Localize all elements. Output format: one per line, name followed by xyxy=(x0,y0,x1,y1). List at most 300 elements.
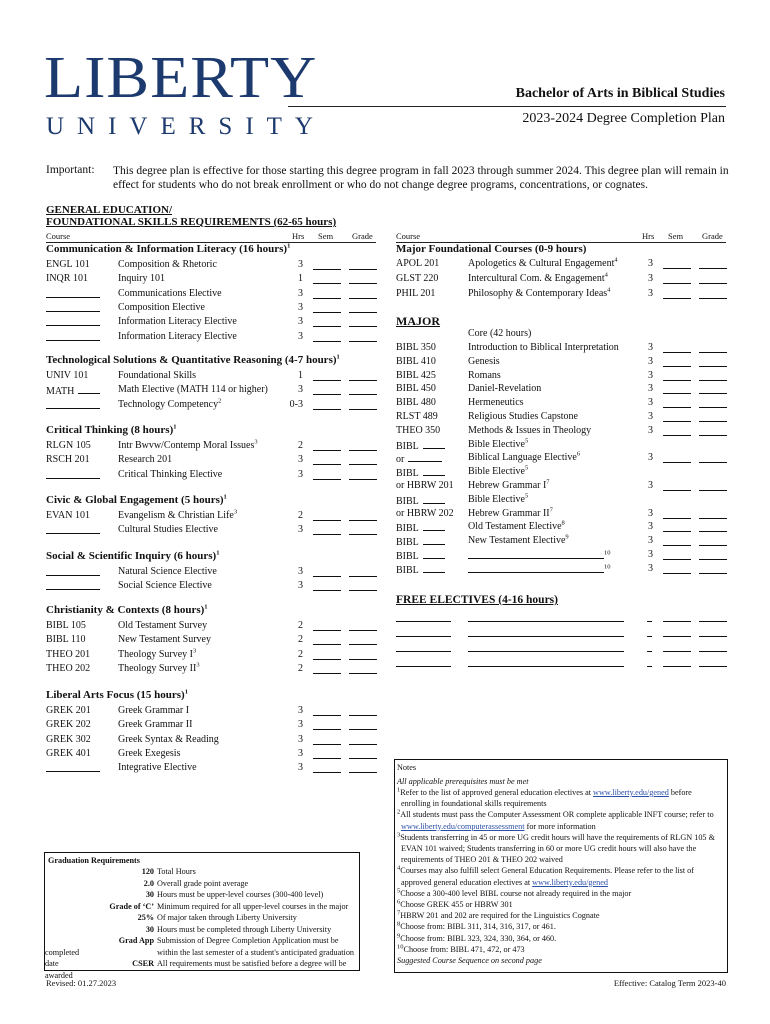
semester-blank[interactable] xyxy=(663,453,691,463)
free-elective-title-blank[interactable] xyxy=(468,627,624,637)
semester-blank[interactable] xyxy=(313,441,341,451)
grade-blank[interactable] xyxy=(349,289,377,299)
course-code: or xyxy=(396,452,442,465)
course-title: Greek Grammar I xyxy=(118,705,190,716)
course-hours: 3 xyxy=(648,397,653,409)
course-code: BIBL xyxy=(396,466,445,479)
course-hours: 3 xyxy=(298,719,303,731)
course-title: Biblical Language Elective$^6$ xyxy=(468,451,581,464)
course-code xyxy=(46,331,100,344)
note-item: $^8$Choose from: BIBL 311, 314, 316, 317, or 461. xyxy=(397,920,556,932)
free-elective-hours-blank[interactable] xyxy=(647,627,652,637)
course-title: Natural Science Elective xyxy=(118,566,217,577)
semester-blank[interactable] xyxy=(663,657,691,667)
course-code: BIBL xyxy=(396,521,445,534)
course-hours: 3 xyxy=(648,535,653,547)
effective-term: Effective: Catalog Term 2023-40 xyxy=(613,978,726,988)
course-code: PHIL 201 xyxy=(396,288,436,299)
free-elective-course-blank[interactable] xyxy=(396,657,451,667)
semester-blank[interactable] xyxy=(313,720,341,730)
grad-req-item xyxy=(45,901,359,913)
course-hours: 3 xyxy=(648,507,653,519)
course-code-blank[interactable] xyxy=(46,469,100,479)
course-title: New Testament Survey xyxy=(118,634,211,646)
grade-blank[interactable] xyxy=(349,735,377,745)
footnote-number: 6 xyxy=(397,898,401,906)
footnote-ref: 4 xyxy=(604,271,608,279)
course-title: New Testament Elective$^9$ xyxy=(468,533,569,547)
notes-box xyxy=(394,759,728,973)
gen-ed-title-2: FOUNDATIONAL SKILLS REQUIREMENTS (62-65 hours) xyxy=(46,216,337,228)
grad-req-item xyxy=(45,878,359,890)
course-title: Greek Exegesis xyxy=(118,747,181,759)
semester-blank[interactable] xyxy=(313,400,341,410)
semester-blank[interactable] xyxy=(663,481,691,491)
logo-wordmark: LIBERTY xyxy=(44,44,318,110)
grade-blank[interactable] xyxy=(699,343,727,353)
course-code: BIBL 105 xyxy=(46,620,86,631)
grad-req-item xyxy=(45,889,359,901)
grade-blank[interactable] xyxy=(349,567,377,577)
grade-blank[interactable] xyxy=(699,550,727,560)
grade-blank[interactable] xyxy=(699,289,727,299)
free-elective-hours-blank[interactable] xyxy=(647,642,652,652)
course-code: BIBL 450 xyxy=(396,383,436,395)
semester-blank[interactable] xyxy=(663,522,691,532)
grade-blank[interactable] xyxy=(349,441,377,451)
semester-blank[interactable] xyxy=(663,398,691,408)
grade-blank[interactable] xyxy=(699,274,727,284)
grad-req-text: All requirements must be satisfied before a degree will be awarded xyxy=(45,959,347,980)
course-code: or HBRW 202 xyxy=(396,507,454,519)
semester-blank[interactable] xyxy=(313,371,341,381)
grade-blank[interactable] xyxy=(349,470,377,480)
grad-req-title: Graduation Requirements xyxy=(48,856,140,865)
course-hours: 1 xyxy=(298,273,303,285)
grade-blank[interactable] xyxy=(349,581,377,591)
course-hours: 3 xyxy=(648,369,653,381)
plan-title: 2023-2024 Degree Completion Plan xyxy=(522,111,725,126)
grade-blank[interactable] xyxy=(349,455,377,465)
course-hours: 2 xyxy=(298,648,303,660)
grade-blank[interactable] xyxy=(699,384,727,394)
semester-blank[interactable] xyxy=(663,259,691,269)
grade-blank[interactable] xyxy=(699,412,727,422)
semester-blank[interactable] xyxy=(663,371,691,381)
semester-blank[interactable] xyxy=(663,289,691,299)
course-hours: 3 xyxy=(648,258,653,269)
course-code: GREK 201 xyxy=(46,705,91,716)
course-code-blank[interactable] xyxy=(46,762,100,772)
footnote-ref: 10 xyxy=(604,549,611,557)
core-label: Core (42 hours) xyxy=(468,328,532,339)
grade-blank[interactable] xyxy=(699,627,727,637)
footnote-number: 3 xyxy=(397,831,401,839)
footnote-number: 4 xyxy=(397,864,401,872)
grade-blank[interactable] xyxy=(349,749,377,759)
grade-blank[interactable] xyxy=(699,357,727,367)
course-title: Information Literacy Elective xyxy=(118,316,237,328)
footnote-ref: 5 xyxy=(524,464,529,472)
semester-blank[interactable] xyxy=(663,564,691,574)
semester-blank[interactable] xyxy=(663,426,691,436)
grad-req-text: Of major taken through Liberty University xyxy=(157,913,297,922)
gen-ed-title-1: GENERAL EDUCATION/ xyxy=(46,204,173,216)
course-hours: 3 xyxy=(648,383,653,395)
important-label: Important: xyxy=(46,164,95,176)
course-title: Intr Bwvw/Contemp Moral Issues$^3$ xyxy=(118,438,258,451)
course-title: Intercultural Com. & Engagement$^4$ xyxy=(468,271,608,284)
footnote-ref: 1 xyxy=(216,549,220,557)
footnote-ref: 1 xyxy=(173,423,177,431)
semester-blank[interactable] xyxy=(313,260,341,270)
course-code xyxy=(46,762,100,775)
col-course: Course xyxy=(46,231,71,241)
course-title: Bible Elective$^5$ xyxy=(468,464,529,478)
semester-blank[interactable] xyxy=(663,509,691,519)
semester-blank[interactable] xyxy=(663,550,691,560)
course-code: RLST 489 xyxy=(396,411,438,422)
semester-blank[interactable] xyxy=(663,343,691,353)
elective-title-blank[interactable] xyxy=(468,549,604,559)
course-code xyxy=(46,469,100,482)
course-code: THEO 202 xyxy=(46,662,91,674)
course-code: BIBL 110 xyxy=(46,634,86,646)
grad-req-text: Hours must be completed through Liberty University xyxy=(157,924,332,934)
course-title: Hebrew Grammar $II^7$ xyxy=(468,506,553,519)
graduation-requirements-box xyxy=(44,852,360,980)
semester-blank[interactable] xyxy=(663,612,691,622)
course-code: RLGN 105 xyxy=(46,440,91,451)
course-hours: 3 xyxy=(648,521,653,533)
free-elective-course-blank[interactable] xyxy=(396,627,451,637)
grad-req-value: 120 xyxy=(141,867,154,876)
footnote-number: 5 xyxy=(397,887,401,895)
course-hours: 3 xyxy=(648,355,653,367)
course-hours: 3 xyxy=(648,549,653,560)
course-title: Research 201 xyxy=(118,454,173,466)
course-number-blank[interactable] xyxy=(423,494,445,504)
course-hours: 3 xyxy=(298,566,303,577)
course-title: Foundational Skills xyxy=(118,370,197,381)
grade-blank[interactable] xyxy=(699,564,727,574)
semester-blank[interactable] xyxy=(313,470,341,480)
program-title: Bachelor of Arts in Biblical Studies xyxy=(515,86,725,101)
footnote-ref: 3 xyxy=(233,508,238,516)
grade-blank[interactable] xyxy=(699,453,727,463)
footnote-ref: 3 xyxy=(254,438,258,446)
footnote-ref: 5 xyxy=(524,437,529,445)
course-number-blank[interactable] xyxy=(423,563,445,573)
grade-blank[interactable] xyxy=(349,303,377,313)
mfc-title: Major Foundational Courses (0-9 hours) xyxy=(396,243,587,255)
course-code xyxy=(46,288,100,301)
group-title: Communication & Information Literacy (16 hours)$^1$ xyxy=(46,242,291,255)
course-title: Integrative Elective xyxy=(118,762,197,774)
grade-blank[interactable] xyxy=(349,635,377,645)
semester-blank[interactable] xyxy=(313,621,341,631)
course-title: Philosophy & Contemporary Ideas$^4$ xyxy=(468,286,611,299)
semester-blank[interactable] xyxy=(313,581,341,591)
course-hours: 2 xyxy=(298,662,303,674)
grade-blank[interactable] xyxy=(699,642,727,652)
course-code: INQR 101 xyxy=(46,273,88,285)
grad-req-value: 30 xyxy=(145,890,154,899)
course-number-blank[interactable] xyxy=(423,521,445,531)
semester-blank[interactable] xyxy=(313,289,341,299)
course-hours: 3 xyxy=(298,524,303,536)
note-item: $^2$All students must pass the Computer Assessment OR complete applicable INFT course; refer to www.liberty.edu/computerassessment for more information xyxy=(397,808,714,831)
semester-blank[interactable] xyxy=(663,357,691,367)
grade-blank[interactable] xyxy=(699,259,727,269)
course-title: Old Testament Elective$^8$ xyxy=(468,520,565,533)
footnote-ref: 9 xyxy=(565,533,569,541)
semester-blank[interactable] xyxy=(313,664,341,674)
course-code: THEO 350 xyxy=(396,424,441,436)
grade-blank[interactable] xyxy=(349,650,377,660)
grade-blank[interactable] xyxy=(349,621,377,631)
course-code-blank[interactable] xyxy=(46,524,100,534)
course-code: ENGL 101 xyxy=(46,259,90,270)
semester-blank[interactable] xyxy=(313,650,341,660)
grade-blank[interactable] xyxy=(349,706,377,716)
grade-blank[interactable] xyxy=(699,426,727,436)
footnote-ref: 7 xyxy=(546,478,550,486)
grad-req-text: Submission of Degree Completion Application must be completed xyxy=(45,936,339,957)
course-title: Daniel-Revelation xyxy=(468,383,542,395)
course-title: Hermeneutics xyxy=(468,397,524,409)
footnote-ref: 1 xyxy=(184,688,188,696)
grade-blank[interactable] xyxy=(699,657,727,667)
semester-blank[interactable] xyxy=(313,385,341,395)
grad-req-value: Grade of ‘C’ xyxy=(109,901,154,911)
note-item: $^1$Refer to the list of approved general education electives at www.liberty.edu/gened before enrolling in foundational skills requirements xyxy=(397,786,692,809)
course-number-blank[interactable] xyxy=(423,535,445,545)
grad-req-item xyxy=(45,912,359,924)
footnote-ref: 6 xyxy=(576,451,581,459)
semester-blank[interactable] xyxy=(663,384,691,394)
course-hours: 3 xyxy=(298,384,303,396)
semester-blank[interactable] xyxy=(313,317,341,327)
course-code-blank[interactable] xyxy=(46,566,100,576)
free-elective-title-blank[interactable] xyxy=(468,612,624,622)
course-hours: 3 xyxy=(298,316,303,328)
course-code-blank[interactable] xyxy=(46,316,100,326)
semester-blank[interactable] xyxy=(313,511,341,521)
col-hrs-right: Hrs xyxy=(642,231,655,241)
course-code: UNIV 101 xyxy=(46,370,89,381)
course-code-blank[interactable] xyxy=(46,580,100,590)
semester-blank[interactable] xyxy=(313,735,341,745)
free-elective-hours-blank[interactable] xyxy=(647,657,652,667)
course-hours: 3 xyxy=(298,733,303,745)
course-title: Romans xyxy=(468,369,501,381)
notes-list xyxy=(397,787,717,966)
semester-blank[interactable] xyxy=(313,763,341,773)
note-link[interactable]: www.liberty.edu/computerassessment xyxy=(401,821,525,831)
group-title: Liberal Arts Focus (15 hours)$^1$ xyxy=(46,688,188,701)
grade-blank[interactable] xyxy=(349,260,377,270)
footnote-number: 10 xyxy=(397,943,404,951)
semester-blank[interactable] xyxy=(663,412,691,422)
footnote-ref: 4 xyxy=(607,286,611,294)
grade-blank[interactable] xyxy=(349,332,377,342)
course-number-blank[interactable] xyxy=(423,439,445,449)
grade-blank[interactable] xyxy=(349,317,377,327)
free-elective-title-blank[interactable] xyxy=(468,657,624,667)
grade-blank[interactable] xyxy=(699,612,727,622)
course-title: Apologetics & Cultural Engagement$^4$ xyxy=(468,256,618,269)
semester-blank[interactable] xyxy=(313,303,341,313)
semester-blank[interactable] xyxy=(313,525,341,535)
course-title xyxy=(468,549,611,562)
grade-blank[interactable] xyxy=(349,763,377,773)
grade-blank[interactable] xyxy=(699,481,727,491)
course-title: Critical Thinking Elective xyxy=(118,468,223,480)
grad-req-text: Total Hours xyxy=(157,867,196,876)
course-hours: 3 xyxy=(298,747,303,759)
course-code xyxy=(46,524,100,537)
note-link[interactable]: www.liberty.edu/gened xyxy=(593,788,669,797)
semester-blank[interactable] xyxy=(663,536,691,546)
grade-blank[interactable] xyxy=(699,371,727,381)
grade-blank[interactable] xyxy=(349,371,377,381)
notes-outro: Suggested Course Sequence on second page xyxy=(397,956,542,966)
course-hours: 3 xyxy=(298,330,303,342)
free-elective-title-blank[interactable] xyxy=(468,642,624,652)
course-code-blank[interactable] xyxy=(46,288,100,298)
free-elective-hours-blank[interactable] xyxy=(647,612,652,622)
course-number-blank[interactable] xyxy=(423,549,445,559)
free-elective-course-blank[interactable] xyxy=(396,642,451,652)
semester-blank[interactable] xyxy=(663,274,691,284)
grade-blank[interactable] xyxy=(349,525,377,535)
course-hours: 2 xyxy=(298,510,303,521)
grad-req-value: CSER xyxy=(132,959,154,968)
course-code: BIBL xyxy=(396,494,445,507)
course-hours: 3 xyxy=(648,288,653,299)
course-title: Communications Elective xyxy=(118,287,222,299)
semester-blank[interactable] xyxy=(313,274,341,284)
grad-req-text: Overall grade point average xyxy=(157,878,249,888)
course-hours: 3 xyxy=(298,454,303,466)
course-hours: 3 xyxy=(648,480,653,491)
footnote-ref: 1 xyxy=(336,353,340,361)
course-code-blank[interactable] xyxy=(46,399,100,409)
course-code xyxy=(46,399,100,412)
col-grade: Grade xyxy=(352,231,373,241)
course-code: BIBL 425 xyxy=(396,369,436,381)
course-hours: 1 xyxy=(298,370,303,381)
note-item: $^{10}$Choose from: BIBL 471, 472, or 473 xyxy=(397,943,525,954)
course-code: BIBL xyxy=(396,549,445,562)
course-number-blank[interactable] xyxy=(78,384,100,394)
grade-blank[interactable] xyxy=(349,385,377,395)
course-title: Inquiry 101 xyxy=(118,273,165,285)
grade-blank[interactable] xyxy=(699,536,727,546)
course-code: GREK 401 xyxy=(46,747,91,759)
course-hours: 3 xyxy=(298,259,303,270)
semester-blank[interactable] xyxy=(663,642,691,652)
semester-blank[interactable] xyxy=(313,332,341,342)
course-title: Composition Elective xyxy=(118,301,205,313)
footnote-number: 9 xyxy=(397,931,401,939)
note-item: $^6$Choose GREK 455 or HBRW 301 xyxy=(397,898,513,910)
course-code: RSCH 201 xyxy=(46,454,90,466)
semester-blank[interactable] xyxy=(313,635,341,645)
semester-blank[interactable] xyxy=(663,627,691,637)
footnote-ref: 3 xyxy=(193,647,197,655)
semester-blank[interactable] xyxy=(313,567,341,577)
course-hours: 2 xyxy=(298,440,303,451)
grade-blank[interactable] xyxy=(699,509,727,519)
course-code xyxy=(46,566,100,579)
revised-date: Revised: 01.27.2023 xyxy=(46,978,117,988)
course-title: Old Testament Survey xyxy=(118,620,208,631)
grade-blank[interactable] xyxy=(349,274,377,284)
course-title: Bible Elective$^5$ xyxy=(468,492,529,505)
footnote-ref: 10 xyxy=(604,563,611,571)
grad-req-value: 2.0 xyxy=(143,878,154,888)
course-code: or HBRW 201 xyxy=(396,480,454,491)
semester-blank[interactable] xyxy=(313,749,341,759)
course-title: Evangelism & Christian Life$^3$ xyxy=(118,508,238,521)
note-item: $^9$Choose from: BIBL 323, 324, 330, 364, or 460. xyxy=(397,931,557,943)
elective-title-blank[interactable] xyxy=(468,563,604,573)
grade-blank[interactable] xyxy=(349,400,377,410)
course-code: BIBL 350 xyxy=(396,342,436,353)
course-code xyxy=(46,316,100,329)
grade-blank[interactable] xyxy=(699,522,727,532)
semester-blank[interactable] xyxy=(313,706,341,716)
grad-req-item xyxy=(45,866,359,878)
footnote-ref: 1 xyxy=(223,493,227,501)
course-hours: 2 xyxy=(298,634,303,646)
note-item: $^5$Choose a 300-400 level BIBL course not already required in the major xyxy=(397,887,632,898)
grade-blank[interactable] xyxy=(349,720,377,730)
footnote-ref: 1 xyxy=(287,242,291,250)
course-hours: 3 xyxy=(298,762,303,774)
course-code-blank[interactable] xyxy=(46,302,100,312)
course-code: BIBL 480 xyxy=(396,397,436,409)
free-elective-course-blank[interactable] xyxy=(396,612,451,622)
course-hours: 3 xyxy=(298,301,303,313)
course-title: Genesis xyxy=(468,355,500,367)
course-hours: 3 xyxy=(298,580,303,592)
grad-req-text: Minimum required for all upper-level courses in the major xyxy=(157,901,349,911)
course-title: Cultural Studies Elective xyxy=(118,524,218,536)
grade-blank[interactable] xyxy=(699,398,727,408)
course-number-blank[interactable] xyxy=(423,466,445,476)
course-hours: 0-3 xyxy=(289,398,303,410)
semester-blank[interactable] xyxy=(313,455,341,465)
course-number-blank[interactable] xyxy=(408,452,442,462)
course-code-blank[interactable] xyxy=(46,331,100,341)
grad-req-text: within the last semester of a student's anticipated graduation date xyxy=(45,947,355,968)
grade-blank[interactable] xyxy=(349,511,377,521)
footnote-ref: 5 xyxy=(524,492,529,500)
footnote-ref: 7 xyxy=(549,506,553,514)
course-code: GREK 302 xyxy=(46,733,91,745)
note-link[interactable]: www.liberty.edu/gened xyxy=(532,877,608,887)
col-sem-right: Sem xyxy=(668,231,684,241)
grad-req-item xyxy=(45,924,359,936)
grade-blank[interactable] xyxy=(349,664,377,674)
footnote-ref: 8 xyxy=(561,520,565,528)
course-hours: 3 xyxy=(648,424,653,436)
course-code: BIBL xyxy=(396,439,445,452)
course-title: Methods & Issues in Theology xyxy=(468,424,592,436)
